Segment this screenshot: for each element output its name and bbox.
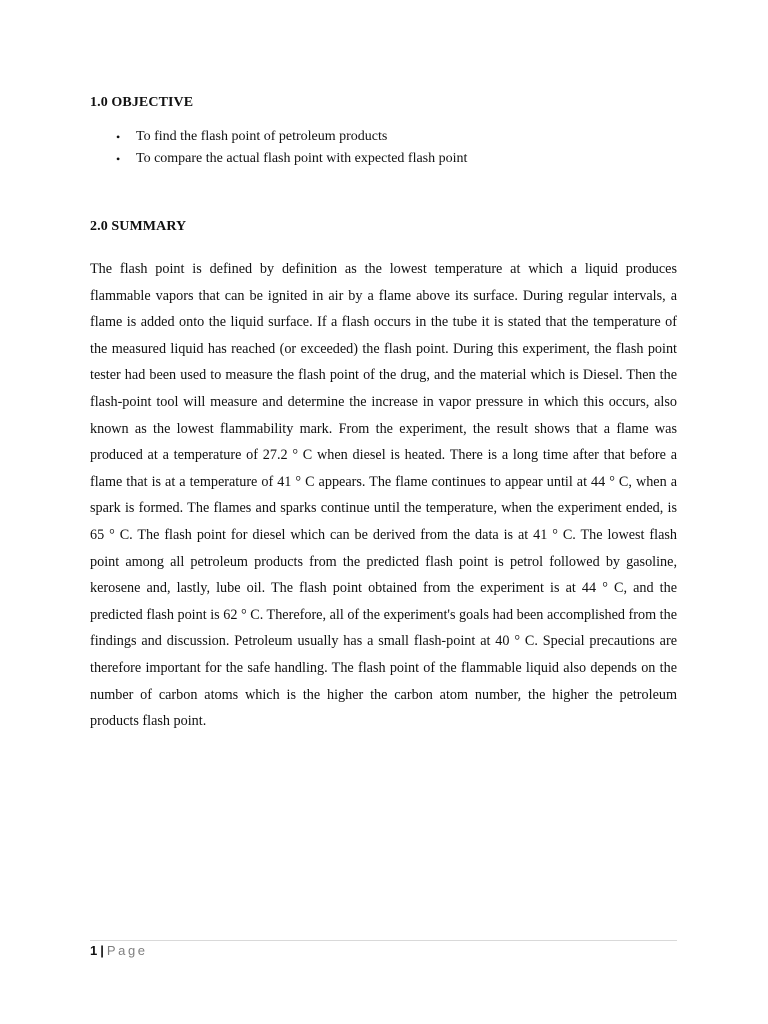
page-label: Page [106, 943, 148, 958]
bullet-icon: • [116, 130, 121, 144]
footer-separator: | [100, 943, 104, 958]
list-item [90, 127, 467, 149]
summary-heading: 2.0 SUMMARY [90, 219, 187, 234]
bullet-icon: • [116, 152, 121, 166]
list-item-text: To compare the actual flash point with expected flash point [136, 151, 468, 166]
footer-divider [90, 940, 677, 941]
summary-paragraph: The flash point is defined by definition as the lowest temperature at which a liquid produces flammable vapors that can be ignited in air by a flame above its surface. During regular intervals, a flame is added onto the liquid surface. If a flash occurs in the tube it is stated that the temperature of the measured liquid has reached (or exceeded) the flash point. During this experiment, the flash point tester had been used to measure the flash point of the drug, and the material which is Diesel. Then the flash-point tool will measure and determine the increase in vapor pressure in which this occurs, also known as the lowest flammability mark. From the experiment, the result shows that a flame was produced at a temperature of 27.2 ° C when diesel is heated. There is a long time after that before a flame that is at a temperature of 41 ° C appears. The flame continues to appear until at 44 ° C, when a spark is formed. The flames and sparks continue until the temperature, when the experiment ended, is 65 ° C. The flash point for diesel which can be derived from the data is at 41 ° C. The lowest flash point among all petroleum products from the predicted flash point is petrol followed by gasoline, kerosene and, lastly, lube oil. The flash point obtained from the experiment is at 44 ° C, and the predicted flash point is 62 ° C. Therefore, all of the experiment's goals had been accomplished from the findings and discussion. Petroleum usually has a small flash-point at 40 ° C. Special precautions are therefore important for the safe handling. The flash point of the flammable liquid also depends on the number of carbon atoms which is the higher the carbon atom number, the higher the petroleum products flash point. [90, 261, 677, 730]
objective-list [90, 127, 467, 171]
list-item-text: To find the flash point of petroleum products [136, 129, 388, 144]
list-item [90, 149, 467, 171]
page-footer [90, 943, 148, 958]
page-number: 1 [90, 943, 98, 958]
objective-heading: 1.0 OBJECTIVE [90, 95, 194, 110]
